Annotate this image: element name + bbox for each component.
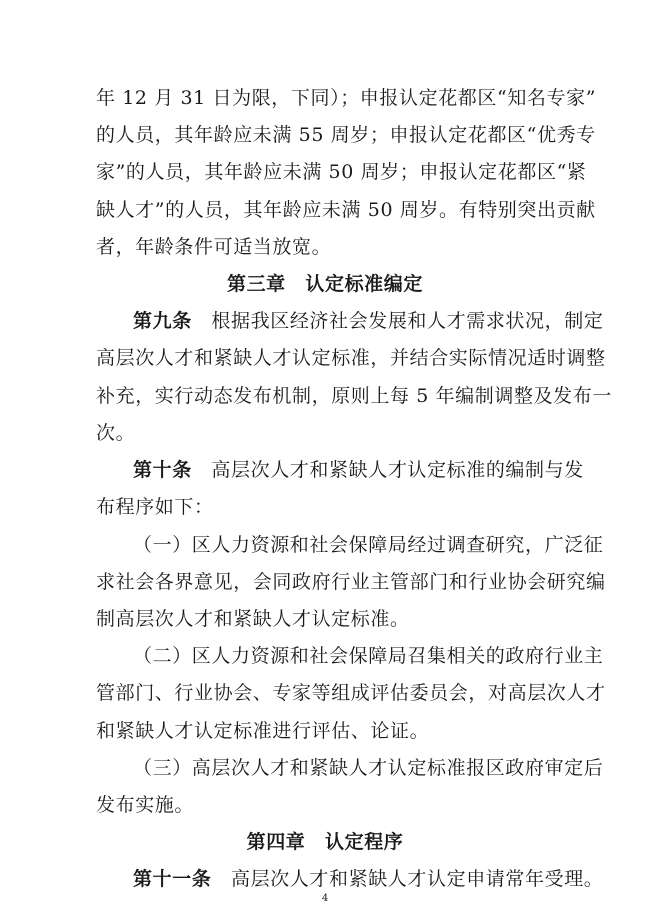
- paragraph-line: 的人员，其年龄应未满 55 周岁；申报认定花都区“优秀专: [96, 124, 596, 146]
- list-item-line: （一）区人力资源和社会保障局经过调查研究，广泛征: [133, 534, 604, 556]
- paragraph-line: 补充，实行动态发布机制，原则上每 5 年编制调整及发布一: [96, 385, 612, 407]
- article-first-line: [133, 309, 604, 333]
- list-item-line: 管部门、行业协会、专家等组成评估委员会，对高层次人才: [96, 682, 606, 704]
- paragraph-line: 家”的人员，其年龄应未满 50 周岁；申报认定花都区“紧: [96, 161, 587, 183]
- article-text: 高层次人才和紧缺人才认定标准的编制与发: [191, 459, 584, 481]
- article-first-line: [133, 458, 584, 482]
- paragraph-line: 者，年龄条件可适当放宽。: [96, 236, 332, 258]
- paragraph-line: 布程序如下：: [96, 496, 214, 518]
- paragraph-line: 年 12 月 31 日为限，下同）；申报认定花都区“知名专家”: [96, 87, 597, 109]
- list-item-line: 和紧缺人才认定标准进行评估、论证。: [96, 720, 430, 742]
- article-text: 高层次人才和紧缺人才认定申请常年受理。: [211, 868, 604, 890]
- list-item-line: （二）区人力资源和社会保障局召集相关的政府行业主: [133, 645, 604, 667]
- article-text: 根据我区经济社会发展和人才需求状况，制定: [191, 310, 604, 332]
- article-label: 第十一条: [133, 868, 212, 890]
- article-label: 第十条: [133, 459, 192, 481]
- list-item-line: 求社会各界意见，会同政府行业主管部门和行业协会研究编: [96, 571, 606, 593]
- list-item-line: （三）高层次人才和紧缺人才认定标准报区政府审定后: [133, 757, 604, 779]
- paragraph-line: 高层次人才和紧缺人才认定标准，并结合实际情况适时调整: [96, 347, 606, 369]
- page-number: 4: [321, 893, 329, 904]
- list-item-line: 发布实施。: [96, 794, 195, 816]
- article-first-line: [133, 867, 604, 891]
- article-label: 第九条: [133, 310, 192, 332]
- chapter-heading: 第四章 认定程序: [246, 831, 404, 853]
- paragraph-line: 次。: [96, 422, 136, 444]
- chapter-heading: 第三章 认定标准编定: [226, 273, 423, 295]
- paragraph-line: 缺人才”的人员，其年龄应未满 50 周岁。有特别突出贡献: [96, 199, 596, 221]
- list-item-line: 制高层次人才和紧缺人才认定标准。: [96, 608, 410, 630]
